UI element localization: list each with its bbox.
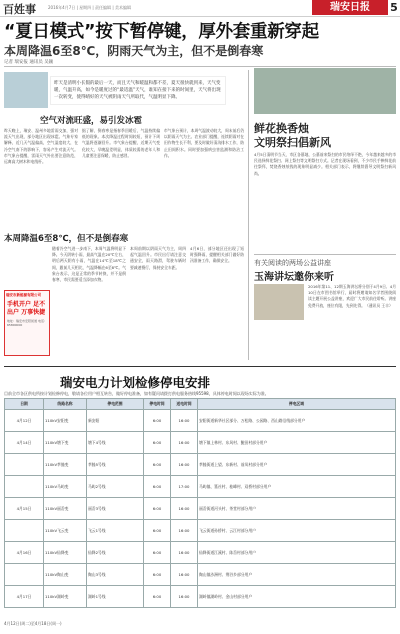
- story-1-body: 4月5日清明节当天，市区各墓地、公墓前来祭扫的市民络绎不绝，今年越来越多的市民选择鲜花祭扫、网上祭扫等文明祭扫方式。记者在现场看到，不少市民手捧鲜花前往祭拜，焚烧香烛纸钱的现象明显减少。相关部门表示，将继续倡导文明祭扫新风尚。: [254, 152, 396, 176]
- table-row: [5, 432, 396, 454]
- row-area: 陶山镇沙洲村、荆谷乡部分用户: [198, 564, 396, 586]
- row-scope: 仙降2号线: [87, 542, 144, 564]
- row-date: 4月14日: [5, 432, 44, 454]
- outage-subtitle: 目前全市各区供电所按计划检修停电，敬请各位用户相互转告，做好停电准备，如有疑问请拨打供电服务热线95598，具体停电时间以现场实际为准。: [4, 391, 269, 396]
- row-line: 110kV安阳变: [44, 410, 87, 432]
- table-row: [5, 454, 396, 476]
- outage-divider: [4, 366, 396, 367]
- row-line: 110kV莘塍变: [44, 454, 87, 476]
- row-line: 110kV湖岭变: [44, 586, 87, 608]
- outage-footer: 4月12日(周二)至4月18日(周一): [4, 621, 62, 626]
- table-row: [5, 410, 396, 432]
- row-date: [5, 520, 44, 542]
- row-scope: 马屿2号线: [87, 476, 144, 498]
- dateline: 2016年4月7日 | 星期四 | 责任编辑 | 美术编辑: [48, 5, 131, 10]
- row-end: 16:00: [171, 564, 198, 586]
- row-end: 16:00: [171, 586, 198, 608]
- lead-subhead-2: 本周降温6至8℃，但不是倒春寒: [4, 234, 129, 244]
- row-scope: 塘下4号线: [87, 432, 144, 454]
- lead-photo: [4, 72, 48, 108]
- row-area: 莘塍街道上望、东新村、前凤村部分用户: [198, 454, 396, 476]
- row-line: 110kV塘下变: [44, 432, 87, 454]
- row-line: 110kV仙降变: [44, 542, 87, 564]
- lead-body-col-2: 据了解，倒春寒是指春季回暖后，气温持续偏低的现象。本次降温过程时间较短，预计下周气温将逐渐回升。市气象台提醒，近期天气变化较大，早晚温差明显，体质较弱的老年人和儿童要注意保暖，防止感冒。: [82, 128, 160, 158]
- lead-byline: 记者 瑞安报 通讯员 吴颖: [4, 60, 54, 65]
- row-line: 110kV飞云变: [44, 520, 87, 542]
- row-date: [5, 564, 44, 586]
- row-line: 110kV陶山变: [44, 564, 87, 586]
- row-area: 安阳街道新华社区部分、万松路、公园路、西山路沿线部分用户: [198, 410, 396, 432]
- right-divider: [254, 254, 396, 255]
- flowers-photo: [254, 68, 396, 114]
- ad-contact: 地址：瑞安市安阳街道 电话：65800000: [7, 319, 47, 327]
- ad-slogan: 手机开户 足不出户 万事快捷: [7, 301, 46, 316]
- row-end: 16:00: [171, 498, 198, 520]
- section-title: 百姓事: [3, 3, 36, 16]
- newspaper-masthead: 瑞安日报: [312, 0, 388, 15]
- row-start: 6:00: [144, 586, 171, 608]
- advertisement[interactable]: [4, 290, 50, 356]
- row-scope: 飞云1号线: [87, 520, 144, 542]
- lead-body-col-1: 昨天晚上，瑞安、温州多地雷雨交加，强对流天气出现，部分地区出现冰雹。气象专家解释，近几天气温偏高，空气湿度较大，在冷空气南下的影响下，容易产生对流天气。市气象台提醒，雷雨天气外出要注意防范，远离高大树木和电线杆。: [4, 128, 78, 165]
- row-line: 110kV丽岙变: [44, 498, 87, 520]
- story-2-body: 2016年第11、12期玉海讲坛将分别于4月9日、4月10日在市图书馆举行，届时将邀请知名学者围绕阅读主题开展公益讲座，欢迎广大市民前往聆听。讲座免费开放，座位有限，先到先得。（通讯员 王丰）: [308, 284, 396, 308]
- row-scope: 丽岙3号线: [87, 498, 144, 520]
- row-scope: 新安阳: [87, 410, 144, 432]
- row-end: 16:00: [171, 432, 198, 454]
- headline-divider: [4, 66, 396, 67]
- header-date: 日期: [5, 399, 44, 410]
- table-row: [5, 564, 396, 586]
- lead-intro: 昨天是清明小长假的最后一天，而且天气和暖温和都不差，夏天很快就到来，天气变暖，气温升高，如今是暖度过的“最适温”天气，谁知在接下来的时间里，天气将出现一次转变，使得晴好的天气被阴雨天气所取代，气温明显下降。: [50, 76, 226, 105]
- lead-subheadline: 本周降温6至8℃，阴雨天气为主，但不是倒春寒: [4, 44, 264, 58]
- row-end: 16:00: [171, 410, 198, 432]
- lead-headline: “夏日模式”按下暂停键，厚外套重新穿起: [4, 22, 319, 42]
- lead-body-col-3: 市气象台预计，本周气温波动较大，周末前后仍以阴雨天气为主。农业部门提醒，连续阴雨对在田作物生长不利，要及时做好清沟排水工作，防止田间积水。同时要加强病虫害监测和防治工作。: [164, 128, 244, 158]
- row-start: 6:00: [144, 476, 171, 498]
- table-row: [5, 520, 396, 542]
- row-date: 4月16日: [5, 542, 44, 564]
- row-start: 6:00: [144, 432, 171, 454]
- row-start: 6:00: [144, 520, 171, 542]
- row-start: 6:00: [144, 542, 171, 564]
- row-end: 17:00: [171, 476, 198, 498]
- row-date: [5, 476, 44, 498]
- row-area: 飞云街道孙桥村、云江村部分用户: [198, 520, 396, 542]
- row-end: 16:00: [171, 520, 198, 542]
- row-date: 4月15日: [5, 498, 44, 520]
- outage-table-header: [5, 399, 396, 410]
- page-number: 5: [390, 1, 398, 14]
- row-scope: 莘塍5号线: [87, 454, 144, 476]
- row-start: 6:00: [144, 410, 171, 432]
- table-row: [5, 542, 396, 564]
- row-date: [5, 454, 44, 476]
- header-scope: 停电范围: [87, 399, 144, 410]
- lead-subhead-1: 空气对流旺盛，易引发冰雹: [40, 116, 143, 126]
- column-divider: [248, 70, 249, 360]
- header-line: 线路名称: [44, 399, 87, 410]
- story-1-title-line-1: 鲜花换香烛: [254, 122, 309, 135]
- row-area: 塘下镇上林村、东风村、鲍田村部分用户: [198, 432, 396, 454]
- table-row: [5, 476, 396, 498]
- story-2-title: 玉海讲坛邀你来听: [254, 272, 334, 283]
- ad-company: 瑞安市新能源有限公司: [6, 293, 41, 297]
- row-area: 马屿镇、篁社村、桂峰村、双桥村部分用户: [198, 476, 396, 498]
- row-start: 6:00: [144, 498, 171, 520]
- outage-title: 瑞安电力计划检修停电安排: [60, 375, 211, 390]
- story-2-kicker: 有关阅读的两场公益讲座: [254, 259, 331, 267]
- row-date: 4月12日: [5, 410, 44, 432]
- row-end: 16:00: [171, 454, 198, 476]
- table-row: [5, 498, 396, 520]
- row-area: 丽岙街道河头村、茶堂村部分用户: [198, 498, 396, 520]
- row-start: 6:00: [144, 454, 171, 476]
- row-end: 16:00: [171, 542, 198, 564]
- lead-body-col-6: 4月6日，部分地区还出现了短时强降雨，提醒相关部门做好防汛准备工作，确保安全。: [190, 246, 244, 264]
- row-start: 6:00: [144, 564, 171, 586]
- row-area: 湖岭镇湖岭村、金山村部分用户: [198, 586, 396, 608]
- lecture-photo: [254, 284, 304, 320]
- story-1-title-line-2: 文明祭扫倡新风: [254, 136, 331, 149]
- header-start: 停电时间: [144, 399, 171, 410]
- header-area: 停电区域: [198, 399, 396, 410]
- lead-body-col-5: 本周前期以阴雨天气为主，周四起气温回升。市民出行请注意交通安全，雨天路滑，驾驶车辆时要减速慢行，保持安全车距。: [130, 246, 186, 270]
- row-line: 110kV马屿变: [44, 476, 87, 498]
- row-area: 仙降街道江溪村、陈岙村部分用户: [198, 542, 396, 564]
- row-scope: 陶山3号线: [87, 564, 144, 586]
- row-date: 4月17日: [5, 586, 44, 608]
- lead-body-col-4: 随着冷空气进一步南下，本周气温将明显下降。今天阴转小雨，最高气温在20℃左右，明后两天阴有小雨，气温在14℃至18℃之间，跟前几天相比，气温降幅在6至8℃。气象台表示，这是正常的季节转换，并不是倒春寒，市民需要适当添加衣物。: [52, 246, 126, 283]
- table-row: [5, 586, 396, 608]
- header-end: 送电时间: [171, 399, 198, 410]
- page-header: [0, 0, 400, 17]
- row-scope: 湖岭1号线: [87, 586, 144, 608]
- outage-table: [4, 398, 396, 608]
